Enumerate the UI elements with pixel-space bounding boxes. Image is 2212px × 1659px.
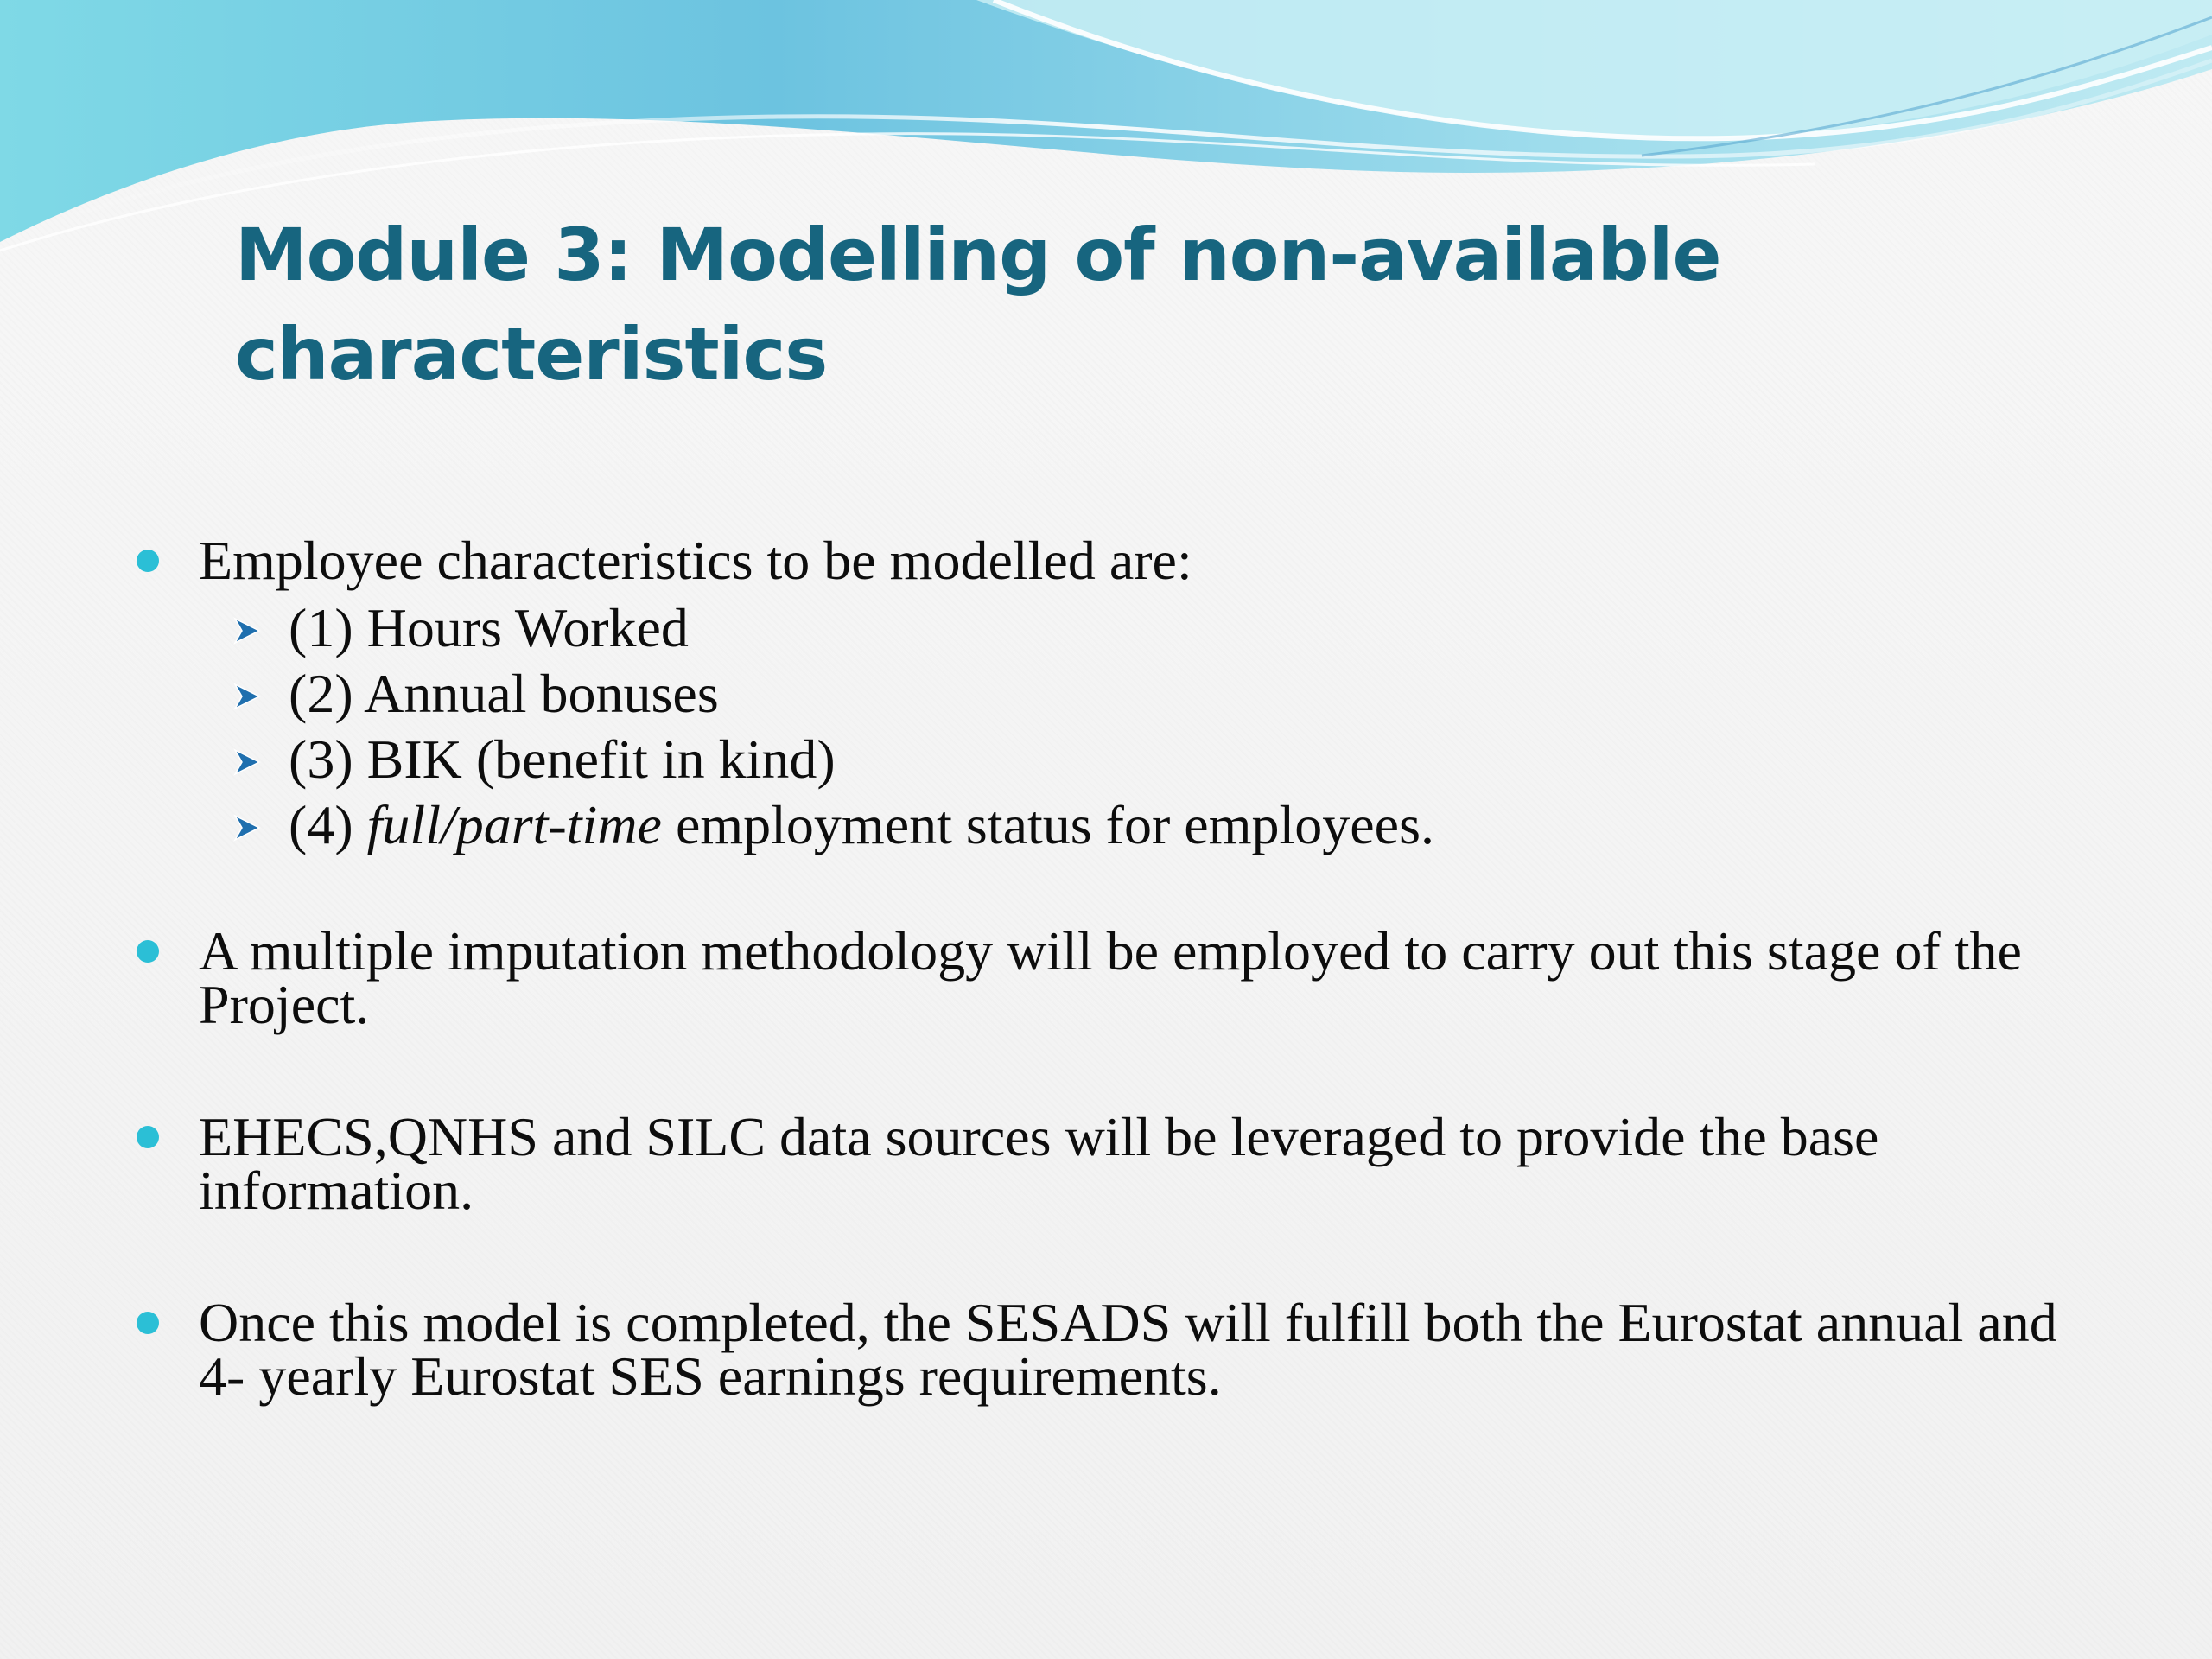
sub-bullet-item-2: (2) Annual bonuses [289, 663, 719, 724]
bullet-item-3: EHECS,QNHS and SILC data sources will be leveraged to provide the base information. [199, 1106, 1879, 1221]
arrow-bullet-icon [230, 679, 264, 714]
sub-bullet-suffix: employment status for employees. [661, 794, 1434, 855]
sub-bullet-prefix: (4) [289, 794, 367, 855]
bullet-item-2: A multiple imputation methodology will be employed to carry out this stage of the Project. [199, 920, 2022, 1035]
slide-title-line-1: Module 3: Modelling of non-available [235, 213, 1721, 297]
sub-bullet-item-1: (1) Hours Worked [289, 597, 689, 658]
bullet-item-4: Once this model is completed, the SESADS will fulfill both the Eurostat annual and 4- yearly Eurostat SES earnings requirements. [199, 1292, 2057, 1407]
arrow-bullet-icon [230, 810, 264, 845]
sub-bullet-item-3: (3) BIK (benefit in kind) [289, 728, 836, 790]
arrow-bullet-icon [230, 745, 264, 779]
arrow-bullet-icon [230, 613, 264, 648]
slide-title-line-2: characteristics [235, 312, 828, 397]
bullet-item-1: Employee characteristics to be modelled are: [199, 530, 1192, 591]
bullet-dot-icon [137, 940, 159, 963]
bullet-dot-icon [137, 1126, 159, 1148]
bullet-dot-icon [137, 1312, 159, 1334]
bullet-dot-icon [137, 550, 159, 572]
sub-bullet-item-4 [289, 794, 1434, 855]
sub-bullet-italic: full/part-time [366, 794, 662, 855]
